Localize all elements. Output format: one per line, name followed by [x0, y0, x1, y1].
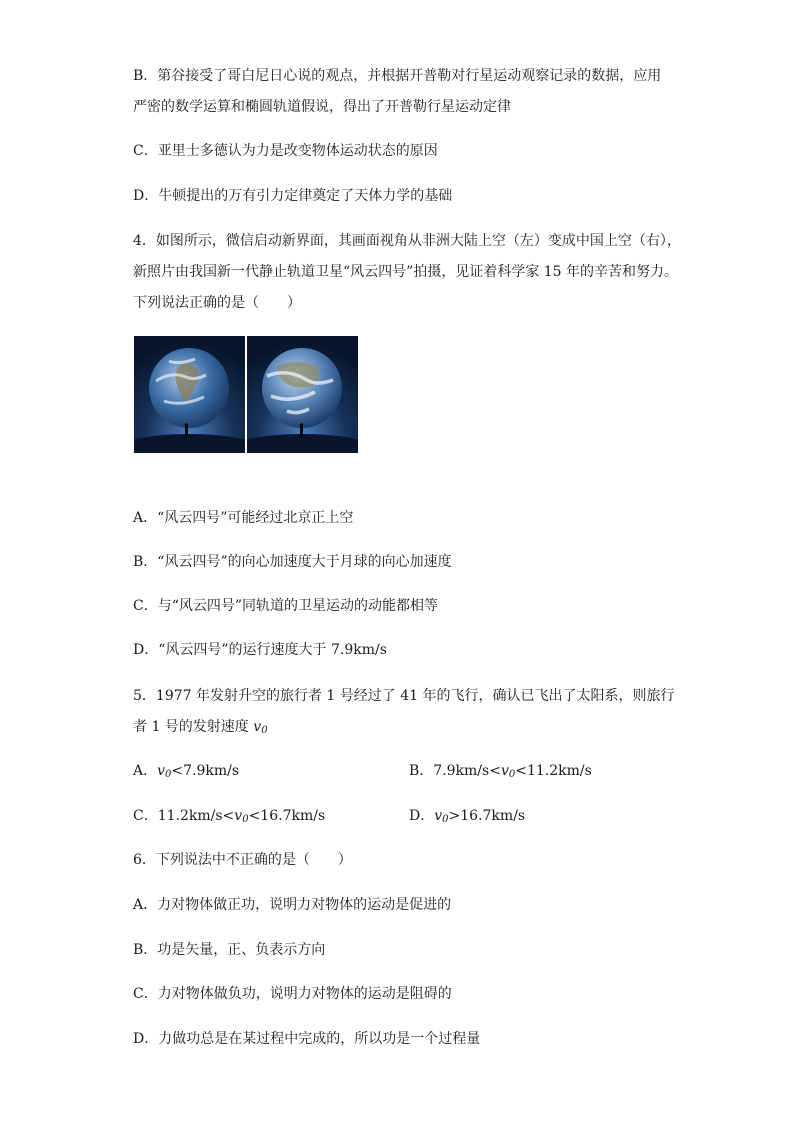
velocity-sub: 0 [242, 814, 249, 825]
velocity-symbol [434, 808, 448, 824]
q5-option-a [133, 761, 239, 785]
q5-stem-text: 者 1 号的发射速度 [133, 719, 249, 735]
q5-stem-line2 [133, 717, 268, 741]
q4-stem-line3: 下列说法正确的是（ ） [133, 295, 301, 311]
velocity-symbol [501, 763, 515, 779]
velocity-sub: 0 [165, 769, 172, 780]
q6-stem: 6．下列说法中不正确的是（ ） [133, 852, 352, 868]
q5-option-a-prefix: A． [133, 763, 158, 779]
q3-option-b-line2: 严密的数学运算和椭圆轨道假说，得出了开普勒行星运动定律 [133, 99, 511, 115]
q4-option-c: C．与“风云四号”同轨道的卫星运动的动能都相等 [133, 598, 439, 614]
earth-image-left [134, 336, 245, 453]
q6-option-c: C．力对物体做负功，说明力对物体的运动是阻碍的 [133, 986, 452, 1002]
q5-option-c [133, 806, 325, 830]
q5-option-c-value: <16.7km/s [248, 808, 326, 824]
velocity-symbol [234, 808, 248, 824]
earth-image-right [247, 336, 358, 453]
q3-option-c: C．亚里士多德认为力是改变物体运动状态的原因 [133, 143, 438, 159]
q5-option-c-prefix: C．11.2km/s< [133, 808, 235, 824]
velocity-var: v [234, 808, 243, 824]
q3-option-d: D．牛顿提出的万有引力定律奠定了天体力学的基础 [133, 188, 453, 204]
q5-option-b [409, 761, 592, 785]
q5-stem-line1: 5．1977 年发射升空的旅行者 1 号经过了 41 年的飞行，确认已飞出了太阳系，则旅行 [133, 688, 675, 704]
q5-option-d-prefix: D． [409, 808, 435, 824]
q5-option-d-value: >16.7km/s [448, 808, 526, 824]
q4-option-b: B．“风云四号”的向心加速度大于月球的向心加速度 [133, 554, 452, 570]
velocity-sub: 0 [508, 769, 516, 780]
q4-stem-line2: 新照片由我国新一代静止轨道卫星“风云四号”拍摄，见证着科学家 15 年的辛苦和努力。 [133, 264, 679, 280]
q5-option-d [409, 806, 525, 830]
velocity-var: v [157, 763, 166, 779]
q6-option-a: A．力对物体做正功，说明力对物体的运动是促进的 [133, 897, 452, 913]
q5-option-b-prefix: B．7.9km/s< [409, 763, 501, 779]
velocity-var: v [434, 808, 443, 824]
earth-china-icon [247, 336, 358, 453]
velocity-sub: 0 [442, 814, 449, 825]
q4-option-a: A．“风云四号”可能经过北京正上空 [133, 510, 354, 526]
q5-option-a-value: <7.9km/s [171, 763, 240, 779]
velocity-symbol [253, 719, 267, 735]
velocity-sub: 0 [261, 725, 268, 736]
earth-photo-figure [134, 336, 359, 453]
q6-option-d: D．力做功总是在某过程中完成的，所以功是一个过程量 [133, 1031, 481, 1047]
velocity-symbol [157, 763, 171, 779]
velocity-var: v [500, 763, 509, 779]
q3-option-b-line1: B．第谷接受了哥白尼日心说的观点，并根据开普勒对行星运动观察记录的数据，应用 [133, 68, 662, 84]
q6-option-b: B．功是矢量，正、负表示方向 [133, 942, 326, 958]
q4-stem-line1: 4．如图所示，微信启动新界面，其画面视角从非洲大陆上空（左）变成中国上空（右）， [133, 233, 681, 249]
earth-africa-icon [134, 336, 245, 453]
velocity-var: v [253, 719, 262, 735]
q5-option-b-value: <11.2km/s [515, 763, 592, 779]
q4-option-d: D．“风云四号”的运行速度大于 7.9km/s [133, 642, 387, 658]
